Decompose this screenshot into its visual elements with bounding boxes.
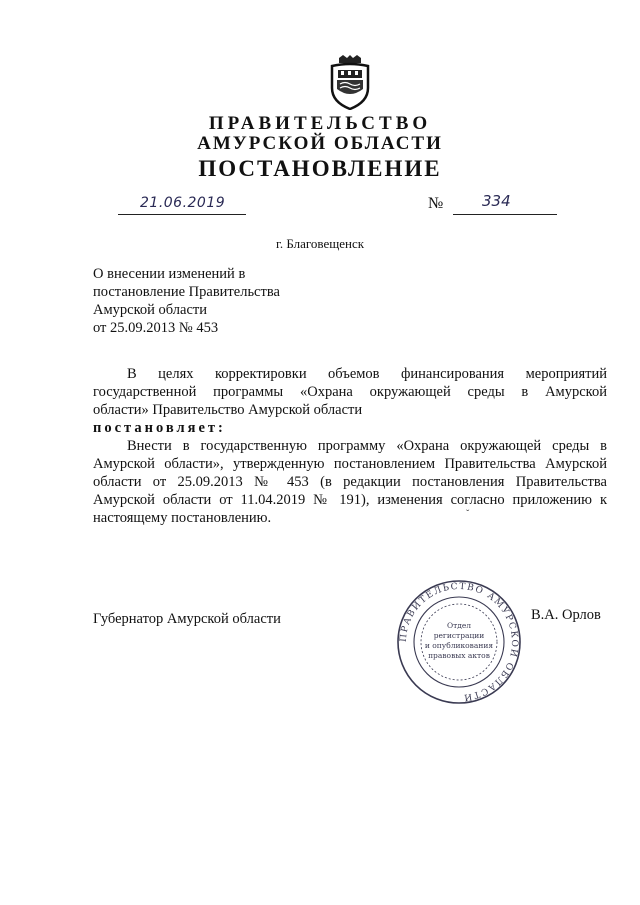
preamble-line: В целях корректировки объемов финансирования мероприятий	[127, 366, 607, 382]
seal-inner-line: правовых актов	[428, 651, 490, 660]
government-title-line1: ПРАВИТЕЛЬСТВО	[208, 113, 432, 134]
document-type-title: ПОСТАНОВЛЕНИЕ	[198, 156, 442, 181]
preamble-line: государственной программы «Охрана окружающей среды в Амурской	[93, 384, 607, 400]
paragraph-line: Амурской области», утвержденную постановлением Правительства Амурской	[93, 456, 607, 472]
seal-inner-line: регистрации	[433, 631, 485, 640]
stray-mark: ˇ	[466, 509, 470, 520]
seal-inner-line: и опубликования	[424, 641, 494, 650]
city: г. Благовещенск	[275, 236, 365, 251]
subject-line: постановление Правительства	[93, 284, 280, 300]
subject-line: О внесении изменений в	[93, 266, 246, 282]
document-body	[93, 365, 607, 527]
resolves-keyword: постановляет:	[93, 420, 226, 436]
paragraph-line: Амурской области от 11.04.2019 № 191), изменения согласно приложению к	[93, 492, 607, 508]
seal-inner-line: Отдел	[446, 621, 472, 630]
number-label: №	[428, 195, 444, 212]
paragraph-line: Внести в государственную программу «Охрана окружающей среды в	[127, 438, 607, 454]
coat-of-arms-icon	[327, 54, 373, 110]
government-title-line2: АМУРСКОЙ ОБЛАСТИ	[197, 133, 443, 154]
document-subject	[93, 265, 280, 337]
document-date: 21.06.2019	[140, 195, 226, 211]
subject-line: от 25.09.2013 № 453	[93, 320, 219, 336]
subject-line: Амурской области	[93, 302, 207, 318]
preamble-line: области» Правительство Амурской области	[93, 402, 363, 418]
signatory-name: В.А. Орлов	[531, 607, 601, 623]
signatory-position: Губернатор Амурской области	[93, 611, 281, 627]
document-number: 334	[482, 192, 511, 210]
official-seal	[395, 578, 523, 706]
seal-outer-text: ПРАВИТЕЛЬСТВО АМУРСКОЙ ОБЛАСТИ	[398, 581, 520, 703]
paragraph-line: области от 25.09.2013 № 453 (в редакции постановления Правительства	[93, 474, 607, 490]
paragraph-line: настоящему постановлению.	[93, 510, 272, 526]
